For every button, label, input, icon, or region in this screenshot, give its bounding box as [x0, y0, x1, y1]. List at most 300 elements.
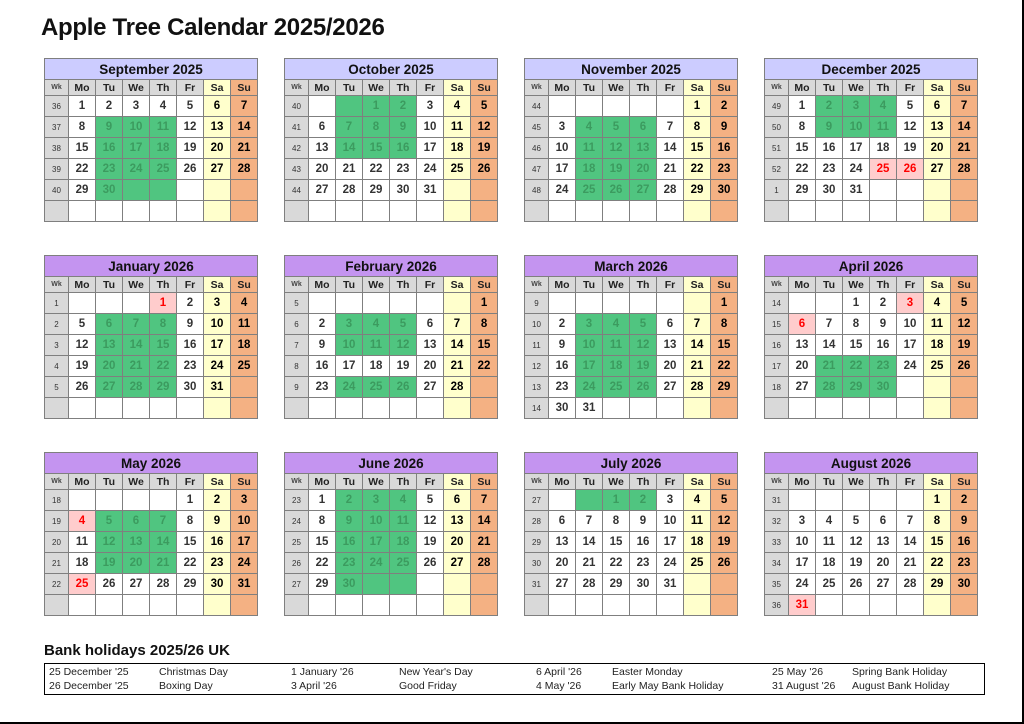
- day-cell: [177, 595, 204, 616]
- day-cell: [417, 574, 444, 595]
- week-row: [525, 490, 738, 511]
- day-cell: 7: [576, 511, 603, 532]
- day-cell: 24: [843, 159, 870, 180]
- day-cell: 14: [150, 532, 177, 553]
- day-header-th: Th: [630, 80, 657, 96]
- bank-holiday-name: Spring Bank Holiday: [852, 666, 948, 678]
- day-cell: 6: [870, 511, 897, 532]
- day-header-we: We: [843, 277, 870, 293]
- day-cell: 5: [96, 511, 123, 532]
- day-cell: 17: [549, 159, 576, 180]
- bank-holiday-row: [45, 665, 984, 679]
- day-cell: 15: [684, 138, 711, 159]
- day-header-su: Su: [231, 277, 258, 293]
- day-cell: 5: [843, 511, 870, 532]
- day-cell: [684, 595, 711, 616]
- day-cell: 13: [417, 335, 444, 356]
- day-header-wk: Wk: [285, 277, 309, 293]
- day-header-fr: Fr: [417, 277, 444, 293]
- day-cell: 14: [336, 138, 363, 159]
- day-header-we: We: [843, 474, 870, 490]
- day-cell: [951, 595, 978, 616]
- day-cell: 5: [630, 314, 657, 335]
- month-title: February 2026: [285, 256, 498, 277]
- day-header-wk: Wk: [285, 80, 309, 96]
- week-row: [45, 553, 258, 574]
- day-header-th: Th: [870, 80, 897, 96]
- day-cell: 20: [870, 553, 897, 574]
- day-cell: 24: [231, 553, 258, 574]
- day-cell: 19: [897, 138, 924, 159]
- day-cell: 21: [657, 159, 684, 180]
- week-row: [285, 595, 498, 616]
- day-header-fr: Fr: [417, 474, 444, 490]
- week-row: [525, 138, 738, 159]
- day-cell: 19: [390, 356, 417, 377]
- day-cell: [576, 201, 603, 222]
- day-cell: 20: [444, 532, 471, 553]
- day-cell: [870, 490, 897, 511]
- day-cell: 8: [471, 314, 498, 335]
- day-cell: 10: [231, 511, 258, 532]
- month-title: April 2026: [765, 256, 978, 277]
- day-cell: 9: [390, 117, 417, 138]
- day-cell: 16: [549, 356, 576, 377]
- week-row: [765, 201, 978, 222]
- week-number: 20: [45, 532, 69, 553]
- week-row: [765, 490, 978, 511]
- day-cell: [711, 595, 738, 616]
- day-cell: 21: [123, 356, 150, 377]
- day-cell: 11: [576, 138, 603, 159]
- day-cell: 17: [657, 532, 684, 553]
- day-cell: 16: [204, 532, 231, 553]
- day-cell: [630, 96, 657, 117]
- day-cell: 23: [336, 553, 363, 574]
- week-number: 2: [45, 314, 69, 335]
- week-row: [285, 293, 498, 314]
- day-cell: 20: [924, 138, 951, 159]
- day-cell: [150, 490, 177, 511]
- bank-holiday-name: Easter Monday: [612, 666, 683, 678]
- week-row: [45, 180, 258, 201]
- day-cell: 24: [123, 159, 150, 180]
- week-number: [525, 201, 549, 222]
- day-cell: 20: [789, 356, 816, 377]
- day-header-tu: Tu: [576, 80, 603, 96]
- day-header-tu: Tu: [576, 277, 603, 293]
- day-cell: [363, 574, 390, 595]
- week-row: [765, 96, 978, 117]
- day-cell: 14: [444, 335, 471, 356]
- day-cell: 23: [177, 356, 204, 377]
- day-cell: [657, 398, 684, 419]
- day-cell: 25: [444, 159, 471, 180]
- day-cell: 28: [897, 574, 924, 595]
- day-cell: 18: [603, 356, 630, 377]
- day-header-mo: Mo: [69, 277, 96, 293]
- day-cell: 7: [657, 117, 684, 138]
- day-header-tu: Tu: [816, 474, 843, 490]
- day-cell: 1: [471, 293, 498, 314]
- week-row: [765, 117, 978, 138]
- week-number: 27: [285, 574, 309, 595]
- day-cell: 12: [417, 511, 444, 532]
- month-june-2026: [284, 452, 498, 616]
- day-cell: 28: [150, 574, 177, 595]
- day-cell: 26: [897, 159, 924, 180]
- day-cell: [897, 180, 924, 201]
- day-cell: 6: [549, 511, 576, 532]
- week-row: [525, 595, 738, 616]
- day-cell: 11: [363, 335, 390, 356]
- day-cell: 20: [123, 553, 150, 574]
- day-header-tu: Tu: [576, 474, 603, 490]
- day-cell: [231, 595, 258, 616]
- weekday-header-row: [525, 474, 738, 490]
- day-cell: [309, 398, 336, 419]
- day-cell: 9: [630, 511, 657, 532]
- day-cell: 8: [150, 314, 177, 335]
- week-row: [525, 96, 738, 117]
- week-number: 52: [765, 159, 789, 180]
- day-header-tu: Tu: [96, 80, 123, 96]
- day-cell: 13: [204, 117, 231, 138]
- day-cell: 9: [204, 511, 231, 532]
- day-header-th: Th: [150, 80, 177, 96]
- week-row: [765, 180, 978, 201]
- day-cell: 29: [684, 180, 711, 201]
- day-cell: 2: [870, 293, 897, 314]
- week-number: 8: [285, 356, 309, 377]
- day-header-mo: Mo: [789, 277, 816, 293]
- day-header-wk: Wk: [285, 474, 309, 490]
- day-cell: [897, 377, 924, 398]
- day-cell: 3: [897, 293, 924, 314]
- day-cell: 18: [870, 138, 897, 159]
- week-number: 39: [45, 159, 69, 180]
- day-header-we: We: [603, 474, 630, 490]
- day-cell: 2: [711, 96, 738, 117]
- day-header-su: Su: [471, 80, 498, 96]
- day-cell: 4: [363, 314, 390, 335]
- day-cell: 9: [309, 335, 336, 356]
- week-row: [45, 532, 258, 553]
- day-cell: 13: [657, 335, 684, 356]
- day-cell: [924, 377, 951, 398]
- week-number: 34: [765, 553, 789, 574]
- week-row: [525, 356, 738, 377]
- week-row: [525, 201, 738, 222]
- day-header-fr: Fr: [897, 277, 924, 293]
- day-cell: [951, 377, 978, 398]
- day-cell: [390, 201, 417, 222]
- day-cell: 8: [309, 511, 336, 532]
- day-cell: [336, 595, 363, 616]
- week-number: 11: [525, 335, 549, 356]
- day-cell: 14: [684, 335, 711, 356]
- day-cell: 21: [336, 159, 363, 180]
- day-cell: 29: [711, 377, 738, 398]
- day-cell: [69, 293, 96, 314]
- day-cell: 28: [123, 377, 150, 398]
- day-cell: 28: [231, 159, 258, 180]
- day-cell: 28: [576, 574, 603, 595]
- week-row: [765, 293, 978, 314]
- day-cell: 21: [684, 356, 711, 377]
- week-number: [765, 398, 789, 419]
- day-cell: 10: [843, 117, 870, 138]
- day-cell: [549, 201, 576, 222]
- day-cell: 22: [471, 356, 498, 377]
- day-cell: 15: [150, 335, 177, 356]
- day-cell: 19: [630, 356, 657, 377]
- month-october-2025: [284, 58, 498, 222]
- month-header-row: [285, 256, 498, 277]
- week-row: [285, 532, 498, 553]
- day-cell: 11: [390, 511, 417, 532]
- day-cell: 8: [789, 117, 816, 138]
- day-header-we: We: [363, 80, 390, 96]
- day-cell: 15: [363, 138, 390, 159]
- day-cell: [417, 398, 444, 419]
- day-cell: [444, 398, 471, 419]
- day-cell: [897, 595, 924, 616]
- day-cell: 8: [711, 314, 738, 335]
- day-cell: 23: [951, 553, 978, 574]
- day-cell: 29: [69, 180, 96, 201]
- month-title: June 2026: [285, 453, 498, 474]
- week-number: [285, 201, 309, 222]
- day-header-th: Th: [150, 277, 177, 293]
- week-row: [285, 96, 498, 117]
- week-row: [45, 314, 258, 335]
- week-row: [285, 356, 498, 377]
- day-cell: 20: [549, 553, 576, 574]
- day-cell: 13: [870, 532, 897, 553]
- day-header-we: We: [363, 277, 390, 293]
- day-cell: 12: [630, 335, 657, 356]
- day-cell: [870, 180, 897, 201]
- day-cell: [309, 595, 336, 616]
- week-row: [525, 398, 738, 419]
- day-cell: 20: [630, 159, 657, 180]
- week-number: 40: [285, 96, 309, 117]
- day-cell: 28: [951, 159, 978, 180]
- day-cell: 5: [897, 96, 924, 117]
- day-cell: 18: [576, 159, 603, 180]
- month-header-row: [525, 256, 738, 277]
- month-header-row: [45, 59, 258, 80]
- bank-holiday-date: 31 August '26: [772, 680, 836, 692]
- day-cell: [471, 201, 498, 222]
- day-cell: 14: [123, 335, 150, 356]
- day-cell: 12: [177, 117, 204, 138]
- day-cell: 15: [924, 532, 951, 553]
- day-cell: 3: [789, 511, 816, 532]
- day-header-mo: Mo: [309, 474, 336, 490]
- month-header-row: [45, 453, 258, 474]
- week-row: [525, 117, 738, 138]
- day-cell: [657, 201, 684, 222]
- day-cell: 25: [816, 574, 843, 595]
- day-cell: 19: [711, 532, 738, 553]
- day-cell: 22: [711, 356, 738, 377]
- day-cell: 29: [150, 377, 177, 398]
- day-cell: [444, 201, 471, 222]
- day-cell: 23: [309, 377, 336, 398]
- month-november-2025: [524, 58, 738, 222]
- day-cell: [684, 201, 711, 222]
- bank-holidays-title: Bank holidays 2025/26 UK: [44, 642, 230, 659]
- day-cell: 23: [96, 159, 123, 180]
- weekday-header-row: [765, 80, 978, 96]
- day-header-wk: Wk: [765, 474, 789, 490]
- day-cell: 25: [684, 553, 711, 574]
- day-cell: 6: [789, 314, 816, 335]
- month-header-row: [285, 453, 498, 474]
- week-number: 17: [765, 356, 789, 377]
- day-cell: 4: [870, 96, 897, 117]
- day-cell: [309, 201, 336, 222]
- day-cell: [123, 201, 150, 222]
- day-header-we: We: [363, 474, 390, 490]
- week-number: [45, 398, 69, 419]
- day-cell: 4: [924, 293, 951, 314]
- day-header-su: Su: [951, 474, 978, 490]
- day-cell: 18: [924, 335, 951, 356]
- day-cell: 4: [390, 490, 417, 511]
- day-header-fr: Fr: [897, 80, 924, 96]
- week-number: [285, 398, 309, 419]
- day-cell: [843, 490, 870, 511]
- day-cell: 24: [204, 356, 231, 377]
- week-number: 43: [285, 159, 309, 180]
- bank-holiday-name: Early May Bank Holiday: [612, 680, 724, 692]
- week-number: 25: [285, 532, 309, 553]
- day-cell: 22: [924, 553, 951, 574]
- day-cell: 14: [897, 532, 924, 553]
- day-cell: 9: [336, 511, 363, 532]
- day-header-tu: Tu: [816, 277, 843, 293]
- day-cell: 25: [576, 180, 603, 201]
- week-row: [285, 490, 498, 511]
- day-cell: 16: [390, 138, 417, 159]
- week-row: [765, 377, 978, 398]
- day-cell: [789, 201, 816, 222]
- day-cell: 23: [630, 553, 657, 574]
- day-cell: 25: [870, 159, 897, 180]
- week-number: 31: [525, 574, 549, 595]
- day-header-sa: Sa: [444, 474, 471, 490]
- day-header-sa: Sa: [444, 80, 471, 96]
- day-cell: [150, 201, 177, 222]
- day-cell: 22: [177, 553, 204, 574]
- day-cell: [150, 595, 177, 616]
- day-cell: [96, 398, 123, 419]
- week-row: [765, 553, 978, 574]
- day-cell: [309, 96, 336, 117]
- day-cell: 27: [444, 553, 471, 574]
- day-cell: [603, 293, 630, 314]
- day-cell: [96, 201, 123, 222]
- weekday-header-row: [285, 277, 498, 293]
- day-cell: 11: [684, 511, 711, 532]
- day-cell: [843, 201, 870, 222]
- month-title: July 2026: [525, 453, 738, 474]
- day-cell: 7: [897, 511, 924, 532]
- day-cell: [684, 574, 711, 595]
- day-cell: [576, 490, 603, 511]
- day-cell: 8: [924, 511, 951, 532]
- week-row: [525, 377, 738, 398]
- day-cell: 2: [96, 96, 123, 117]
- month-april-2026: [764, 255, 978, 419]
- day-cell: 15: [789, 138, 816, 159]
- day-cell: [471, 377, 498, 398]
- day-cell: 4: [150, 96, 177, 117]
- day-cell: [630, 293, 657, 314]
- day-cell: 23: [870, 356, 897, 377]
- day-cell: [150, 398, 177, 419]
- day-header-wk: Wk: [765, 277, 789, 293]
- day-cell: [684, 398, 711, 419]
- day-header-wk: Wk: [45, 80, 69, 96]
- day-cell: 10: [123, 117, 150, 138]
- week-row: [285, 117, 498, 138]
- day-cell: 17: [897, 335, 924, 356]
- week-row: [525, 314, 738, 335]
- day-header-we: We: [123, 80, 150, 96]
- day-cell: 1: [150, 293, 177, 314]
- day-cell: [789, 293, 816, 314]
- day-header-mo: Mo: [309, 80, 336, 96]
- day-header-mo: Mo: [69, 474, 96, 490]
- week-row: [765, 138, 978, 159]
- week-row: [525, 159, 738, 180]
- day-cell: [150, 180, 177, 201]
- day-cell: 4: [576, 117, 603, 138]
- day-cell: 2: [204, 490, 231, 511]
- month-may-2026: [44, 452, 258, 616]
- day-cell: 5: [951, 293, 978, 314]
- month-header-row: [525, 453, 738, 474]
- day-cell: [816, 490, 843, 511]
- day-cell: 5: [69, 314, 96, 335]
- day-cell: 15: [843, 335, 870, 356]
- day-header-mo: Mo: [549, 277, 576, 293]
- page-title: Apple Tree Calendar 2025/2026: [41, 14, 385, 41]
- day-cell: 11: [924, 314, 951, 335]
- day-header-su: Su: [951, 277, 978, 293]
- month-september-2025: [44, 58, 258, 222]
- day-header-wk: Wk: [45, 474, 69, 490]
- day-cell: 20: [417, 356, 444, 377]
- month-header-row: [285, 59, 498, 80]
- week-row: [45, 201, 258, 222]
- week-number: 51: [765, 138, 789, 159]
- day-header-tu: Tu: [96, 474, 123, 490]
- day-header-fr: Fr: [417, 80, 444, 96]
- bank-holiday-row: [45, 679, 984, 693]
- day-cell: 23: [204, 553, 231, 574]
- day-cell: [843, 595, 870, 616]
- day-header-wk: Wk: [525, 474, 549, 490]
- week-row: [45, 511, 258, 532]
- day-cell: 10: [576, 335, 603, 356]
- week-number: 44: [285, 180, 309, 201]
- day-cell: 16: [96, 138, 123, 159]
